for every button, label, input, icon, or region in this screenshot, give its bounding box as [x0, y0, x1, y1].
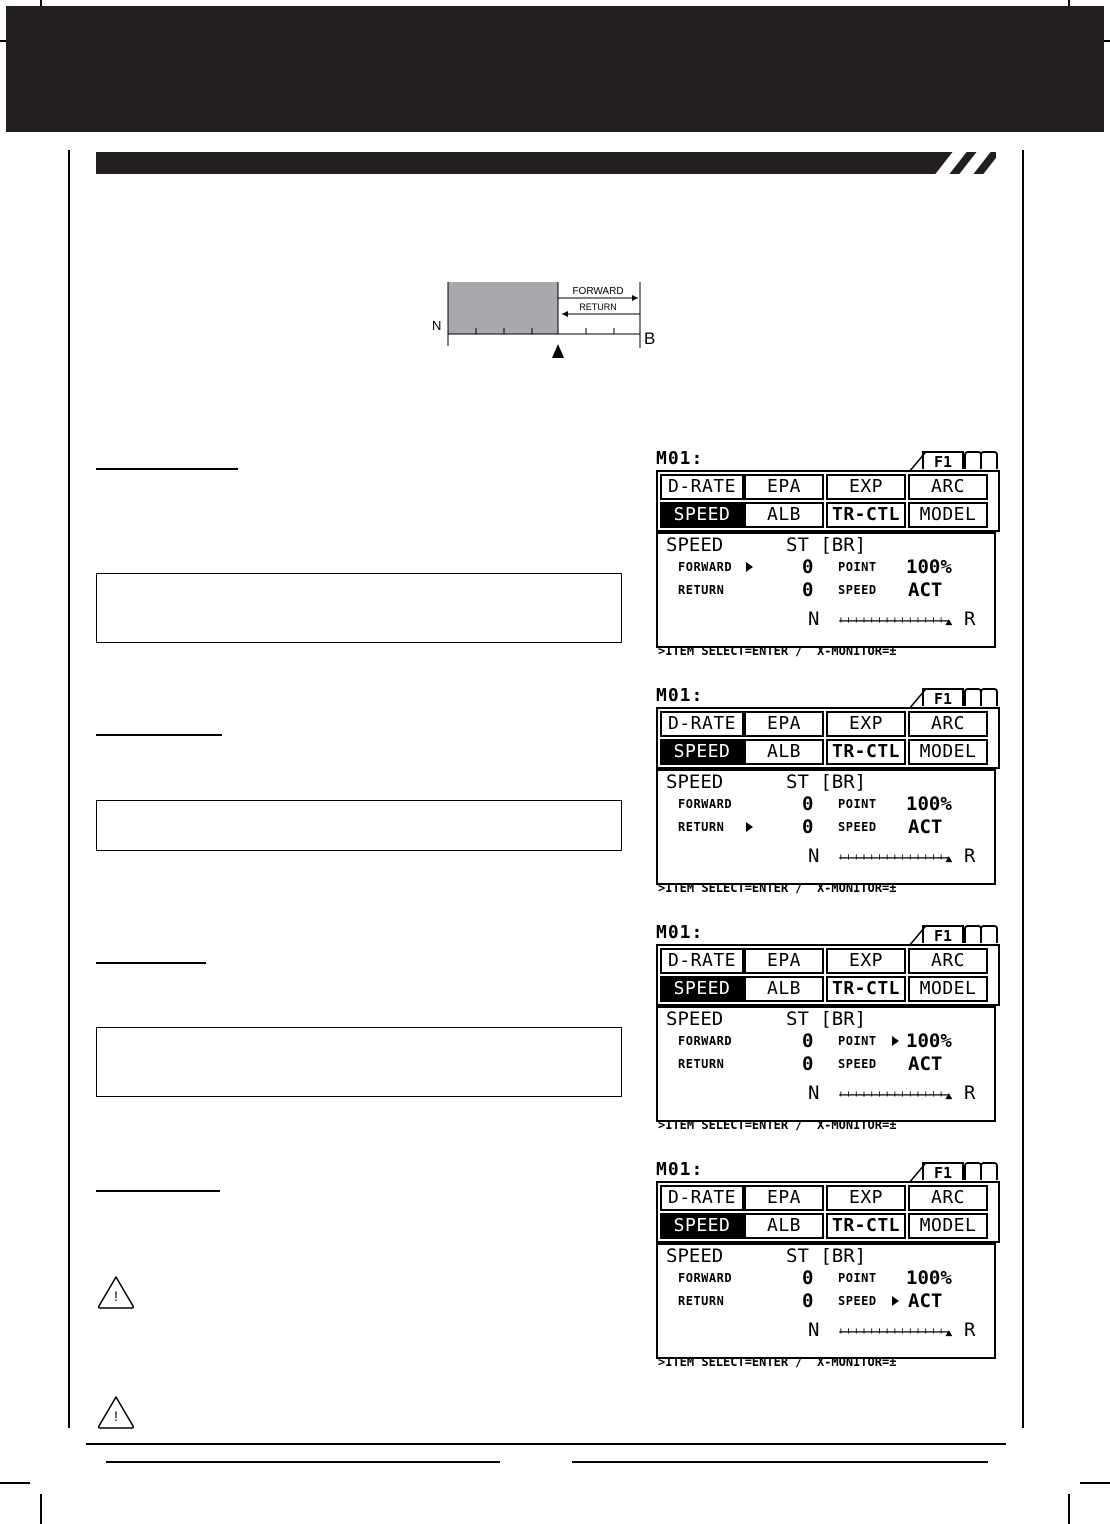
menu-item-model[interactable]: MODEL	[908, 739, 988, 765]
svg-text:!: !	[114, 1408, 118, 1424]
speed-label[interactable]: SPEED	[838, 1057, 877, 1071]
diagram-b-label: B	[644, 329, 656, 348]
diagram-forward-label: FORWARD	[572, 286, 624, 297]
cursor-arrow-icon	[746, 822, 753, 832]
speed-label[interactable]: SPEED	[838, 1294, 877, 1308]
page-header-band	[6, 6, 1104, 132]
menu-item-d-rate[interactable]: D-RATE	[660, 948, 744, 974]
function-tab[interactable]: F1	[922, 688, 964, 706]
right-margin-rule	[1022, 150, 1024, 1428]
menu-item-epa[interactable]: EPA	[744, 474, 824, 500]
menu-item-d-rate[interactable]: D-RATE	[660, 474, 744, 500]
diagram-pointer-triangle	[552, 344, 564, 358]
left-margin-rule	[68, 150, 70, 1428]
crop-mark	[0, 1482, 30, 1484]
menu-item-epa[interactable]: EPA	[744, 948, 824, 974]
menu-item-alb[interactable]: ALB	[744, 976, 824, 1002]
panel-title: SPEED	[666, 771, 724, 793]
forward-value[interactable]: 0	[802, 1030, 814, 1052]
menu-item-exp[interactable]: EXP	[826, 948, 906, 974]
return-label[interactable]: RETURN	[678, 1057, 725, 1071]
menu-item-arc[interactable]: ARC	[908, 711, 988, 737]
speed-value[interactable]: ACT	[908, 579, 943, 601]
point-label[interactable]: POINT	[838, 560, 877, 574]
model-title: M01:	[656, 448, 704, 469]
diagram-shaded-area	[448, 282, 558, 334]
menu-item-exp[interactable]: EXP	[826, 474, 906, 500]
note-box	[96, 573, 622, 643]
function-tab[interactable]: F1	[922, 1162, 964, 1180]
menu-item-model[interactable]: MODEL	[908, 1213, 988, 1239]
menu-item-speed[interactable]: SPEED	[660, 739, 744, 765]
status-footer: >ITEM SELECT=ENTER / X-MONITOR=±	[658, 644, 897, 658]
model-title: M01:	[656, 922, 704, 943]
menu-item-speed[interactable]: SPEED	[660, 976, 744, 1002]
status-footer: >ITEM SELECT=ENTER / X-MONITOR=±	[658, 881, 897, 895]
page-tab[interactable]	[980, 688, 998, 706]
menu-item-alb[interactable]: ALB	[744, 1213, 824, 1239]
forward-value[interactable]: 0	[802, 1267, 814, 1289]
speed-settings-panel	[656, 769, 996, 885]
panel-title: SPEED	[666, 1245, 724, 1267]
function-menu	[656, 944, 1000, 1006]
function-menu	[656, 707, 1000, 769]
scale-r-label: R	[964, 845, 976, 867]
return-value[interactable]: 0	[802, 1290, 814, 1312]
model-title: M01:	[656, 685, 704, 706]
crop-mark	[1068, 1494, 1070, 1524]
point-value[interactable]: 100%	[906, 1267, 952, 1289]
scale-r-label: R	[964, 1082, 976, 1104]
point-value[interactable]: 100%	[906, 1030, 952, 1052]
menu-item-speed[interactable]: SPEED	[660, 1213, 744, 1239]
page-tab[interactable]	[980, 451, 998, 469]
lcd-screen	[656, 922, 998, 1132]
cursor-arrow-icon	[892, 1036, 899, 1046]
lcd-screen	[656, 1159, 998, 1369]
speed-diagram	[428, 276, 668, 366]
menu-item-alb[interactable]: ALB	[744, 502, 824, 528]
return-value[interactable]: 0	[802, 816, 814, 838]
menu-item-epa[interactable]: EPA	[744, 711, 824, 737]
channel-label: ST [BR]	[786, 534, 867, 556]
speed-settings-panel	[656, 1243, 996, 1359]
point-value[interactable]: 100%	[906, 793, 952, 815]
menu-item-speed[interactable]: SPEED	[660, 502, 744, 528]
menu-item-d-rate[interactable]: D-RATE	[660, 1185, 744, 1211]
lcd-screen	[656, 685, 998, 895]
menu-item-arc[interactable]: ARC	[908, 1185, 988, 1211]
menu-item-alb[interactable]: ALB	[744, 739, 824, 765]
channel-label: ST [BR]	[786, 1245, 867, 1267]
page-tab[interactable]	[980, 1162, 998, 1180]
model-title: M01:	[656, 1159, 704, 1180]
forward-label[interactable]: FORWARD	[678, 560, 733, 574]
channel-label: ST [BR]	[786, 771, 867, 793]
svg-text:!: !	[114, 1288, 118, 1304]
section-title-bar	[96, 152, 996, 174]
speed-settings-panel	[656, 532, 996, 648]
point-value[interactable]: 100%	[906, 556, 952, 578]
return-label[interactable]: RETURN	[678, 820, 725, 834]
cursor-arrow-icon	[892, 1296, 899, 1306]
menu-item-arc[interactable]: ARC	[908, 948, 988, 974]
warning-icon	[96, 1394, 136, 1430]
forward-label[interactable]: FORWARD	[678, 1034, 733, 1048]
point-label[interactable]: POINT	[838, 1034, 877, 1048]
point-label[interactable]: POINT	[838, 797, 877, 811]
menu-item-epa[interactable]: EPA	[744, 1185, 824, 1211]
menu-item-tr-ctl[interactable]: TR-CTL	[826, 976, 906, 1002]
speed-label[interactable]: SPEED	[838, 583, 877, 597]
crop-mark	[40, 1494, 42, 1524]
status-footer: >ITEM SELECT=ENTER / X-MONITOR=±	[658, 1355, 897, 1369]
heading-underline	[96, 1190, 220, 1192]
menu-item-tr-ctl[interactable]: TR-CTL	[826, 739, 906, 765]
menu-item-exp[interactable]: EXP	[826, 711, 906, 737]
speed-label[interactable]: SPEED	[838, 820, 877, 834]
diagram-n-label: N	[432, 318, 442, 333]
function-menu	[656, 470, 1000, 532]
travel-scale	[826, 1325, 962, 1337]
forward-label[interactable]: FORWARD	[678, 1271, 733, 1285]
lcd-screen	[656, 448, 998, 658]
scale-n-label: N	[808, 1319, 820, 1341]
return-label[interactable]: RETURN	[678, 1294, 725, 1308]
scale-r-label: R	[964, 1319, 976, 1341]
scale-n-label: N	[808, 845, 820, 867]
cursor-arrow-icon	[746, 562, 753, 572]
note-box	[96, 1027, 622, 1097]
travel-scale	[826, 851, 962, 863]
forward-value[interactable]: 0	[802, 556, 814, 578]
function-tab[interactable]: F1	[922, 925, 964, 943]
footer-rule	[86, 1443, 1006, 1445]
menu-item-model[interactable]: MODEL	[908, 502, 988, 528]
menu-item-d-rate[interactable]: D-RATE	[660, 711, 744, 737]
travel-scale	[826, 614, 962, 626]
heading-underline	[96, 734, 222, 736]
warning-icon	[96, 1274, 136, 1310]
scale-n-label: N	[808, 608, 820, 630]
status-footer: >ITEM SELECT=ENTER / X-MONITOR=±	[658, 1118, 897, 1132]
heading-underline	[96, 962, 206, 964]
speed-value[interactable]: ACT	[908, 1053, 943, 1075]
return-value[interactable]: 0	[802, 1053, 814, 1075]
scale-r-label: R	[964, 608, 976, 630]
menu-item-model[interactable]: MODEL	[908, 976, 988, 1002]
panel-title: SPEED	[666, 534, 724, 556]
return-value[interactable]: 0	[802, 579, 814, 601]
panel-title: SPEED	[666, 1008, 724, 1030]
menu-item-arc[interactable]: ARC	[908, 474, 988, 500]
forward-value[interactable]: 0	[802, 793, 814, 815]
return-label[interactable]: RETURN	[678, 583, 725, 597]
heading-underline	[96, 468, 238, 470]
footer-rule-right	[572, 1461, 988, 1463]
forward-label[interactable]: FORWARD	[678, 797, 733, 811]
function-tab[interactable]: F1	[922, 451, 964, 469]
scale-n-label: N	[808, 1082, 820, 1104]
point-label[interactable]: POINT	[838, 1271, 877, 1285]
speed-value[interactable]: ACT	[908, 816, 943, 838]
menu-item-exp[interactable]: EXP	[826, 1185, 906, 1211]
menu-item-tr-ctl[interactable]: TR-CTL	[826, 1213, 906, 1239]
menu-item-tr-ctl[interactable]: TR-CTL	[826, 502, 906, 528]
travel-scale	[826, 1088, 962, 1100]
note-box	[96, 800, 622, 851]
channel-label: ST [BR]	[786, 1008, 867, 1030]
footer-rule-left	[106, 1461, 500, 1463]
diagram-return-label: RETURN	[579, 302, 617, 312]
function-menu	[656, 1181, 1000, 1243]
speed-value[interactable]: ACT	[908, 1290, 943, 1312]
page-tab[interactable]	[980, 925, 998, 943]
speed-settings-panel	[656, 1006, 996, 1122]
crop-mark	[1080, 1482, 1110, 1484]
